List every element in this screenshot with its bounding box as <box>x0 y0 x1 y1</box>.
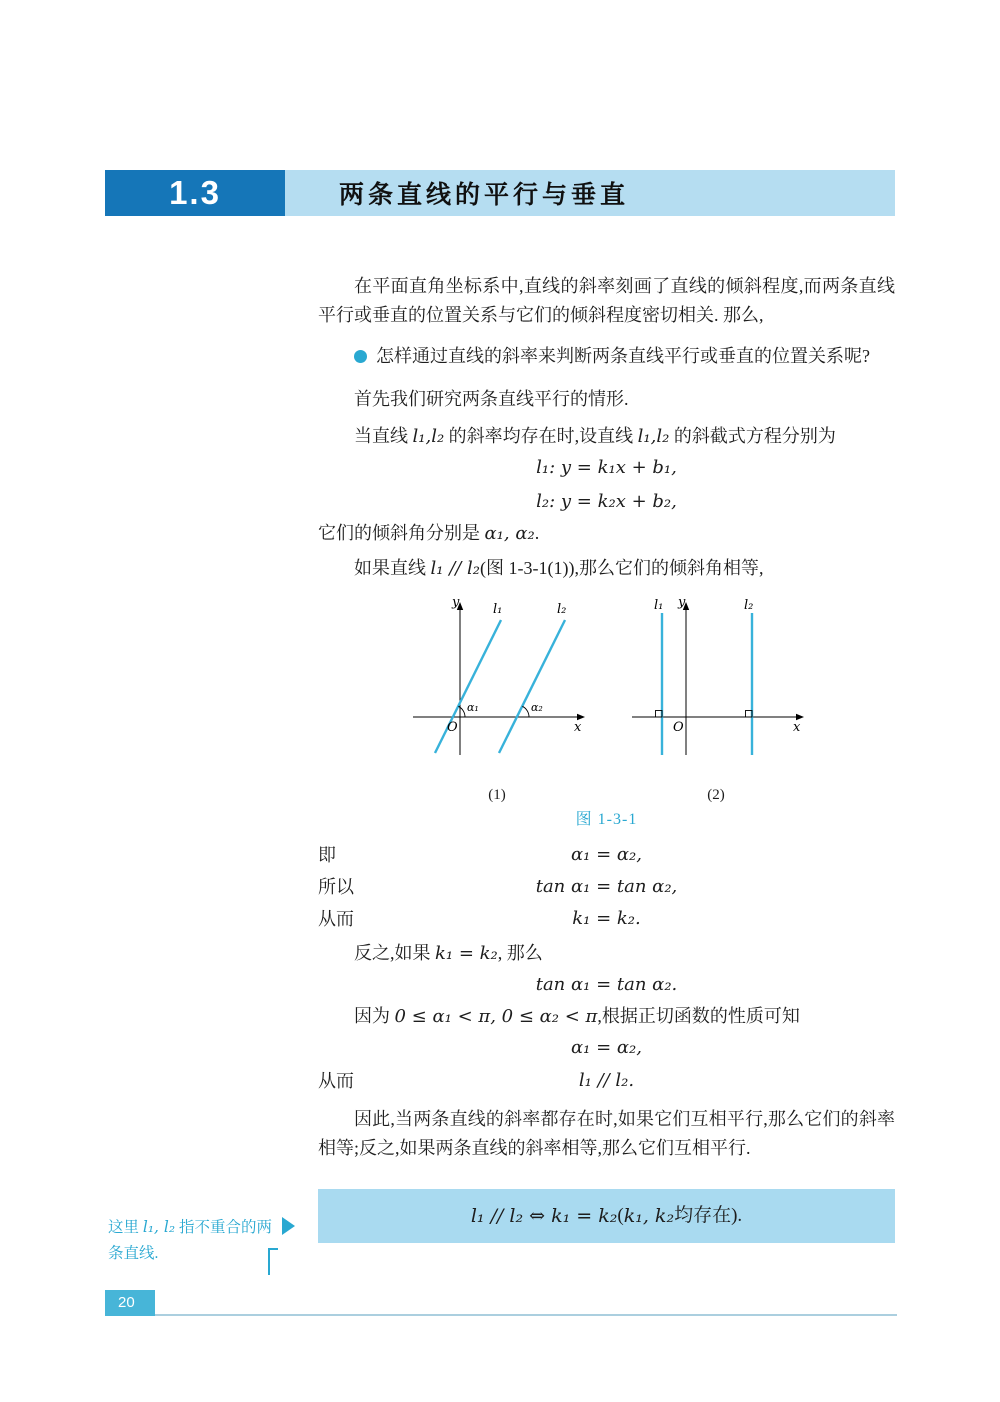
derivation-row <box>318 903 895 935</box>
origin-label: O <box>672 720 684 735</box>
angles-paragraph <box>318 519 895 548</box>
because-paragraph <box>318 1002 895 1031</box>
y-axis-label: y <box>677 595 685 610</box>
conclusion-box <box>318 1189 895 1243</box>
text-segment: 指不重合的两条直线. <box>108 1219 272 1262</box>
l2-label: l₂ <box>743 598 753 613</box>
note-pointer-icon <box>282 1217 295 1235</box>
text-segment: 这里 <box>108 1219 143 1236</box>
first-study-paragraph: 首先我们研究两条直线平行的情形. <box>354 389 629 409</box>
converse-equation: tan α₁ = tan α₂. <box>535 974 678 995</box>
text-segment: 因为 <box>354 1006 395 1026</box>
text-segment: ( <box>617 1205 624 1226</box>
math-segment: l₁ // l₂ <box>430 558 481 579</box>
figure-row <box>318 595 895 785</box>
therefore-paragraph: 因此,当两条直线的斜率都存在时,如果它们互相平行,那么它们的斜率相等;反之,如果两条直线的斜率相等,那么它们互相平行. <box>318 1109 895 1158</box>
derivation-formula: k₁ = k₂. <box>572 908 641 929</box>
thus-row <box>318 1065 895 1097</box>
derivation-row <box>318 871 895 903</box>
y-axis-label: y <box>451 595 459 610</box>
derivation-label: 从而 <box>318 1071 354 1091</box>
section-title: 两条直线的平行与垂直 <box>285 170 895 216</box>
text-segment: ,根据正切函数的性质可知 <box>597 1006 800 1026</box>
figure-parallel-slanted-lines <box>405 595 590 785</box>
math-segment: l₁,l₂ <box>412 426 445 447</box>
equation-line2: l₂: y = k₂x + b₂, <box>536 491 677 512</box>
math-segment: 0 ≤ α₁ < π, 0 ≤ α₂ < π <box>394 1006 598 1027</box>
math-segment: l₁, l₂ <box>142 1218 176 1236</box>
text-segment: (图 1-3-1(1)),那么它们的倾斜角相等, <box>480 558 764 578</box>
l1-label: l₁ <box>653 598 663 613</box>
main-text-column <box>318 272 895 1243</box>
derivation-row <box>318 839 895 871</box>
text-segment: 它们的倾斜角分别是 <box>318 523 485 543</box>
alpha2-label: α₂ <box>530 701 543 714</box>
math-segment: l₁,l₂ <box>637 426 670 447</box>
margin-note <box>108 1214 272 1267</box>
x-axis-label: x <box>792 720 800 735</box>
line-l1 <box>435 620 501 753</box>
text-segment: 反之,如果 <box>354 943 435 963</box>
text-segment: 的斜截式方程分别为 <box>669 426 836 446</box>
derivation-label: 从而 <box>318 909 354 929</box>
text-segment: . <box>534 523 540 543</box>
converse-paragraph <box>318 939 895 968</box>
x-axis-label: x <box>573 720 581 735</box>
fig1-number: (1) <box>488 787 506 803</box>
question-paragraph <box>318 342 895 371</box>
derivation-label: 所以 <box>318 877 354 897</box>
derivation-formula: α₁ = α₂, <box>571 844 642 865</box>
equation-line1: l₁: y = k₁x + b₁, <box>536 457 677 478</box>
math-segment: α₁, α₂ <box>484 523 535 544</box>
when-paragraph <box>318 422 895 451</box>
page-number-badge: 20 <box>105 1290 155 1316</box>
math-segment: k₁, k₂ <box>623 1205 675 1227</box>
footer-rule <box>155 1314 897 1316</box>
text-segment: , 那么 <box>497 943 543 963</box>
question-text: 怎样通过直线的斜率来判断两条直线平行或垂直的位置关系呢? <box>376 346 870 366</box>
text-segment: 当直线 <box>354 426 413 446</box>
alpha1-label: α₁ <box>466 701 479 714</box>
because-equation: α₁ = α₂, <box>571 1037 642 1058</box>
l2-label: l₂ <box>556 602 566 617</box>
text-segment: 的斜率均存在时,设直线 <box>444 426 638 446</box>
bullet-icon <box>354 350 367 363</box>
line-l2 <box>499 620 565 753</box>
note-corner-mark <box>268 1248 278 1275</box>
fig2-number: (2) <box>707 787 725 803</box>
intro-paragraph: 在平面直角坐标系中,直线的斜率刻画了直线的倾斜程度,而两条直线平行或垂直的位置关系与它们的倾斜程度密切相关. 那么, <box>318 276 895 325</box>
derivation-formula: l₁ // l₂. <box>578 1070 635 1091</box>
figure-parallel-vertical-lines <box>624 595 809 785</box>
math-segment: l₁ // l₂ ⇔ k₁ = k₂ <box>470 1205 618 1227</box>
text-segment: 均存在). <box>674 1205 743 1226</box>
section-number: 1.3 <box>105 170 285 216</box>
section-header <box>105 170 895 216</box>
l1-label: l₁ <box>492 602 502 617</box>
math-segment: k₁ = k₂ <box>435 943 498 964</box>
origin-label: O <box>446 720 458 735</box>
figure-sublabels <box>318 785 895 805</box>
if-parallel-paragraph <box>318 554 895 583</box>
figure-caption: 图 1-3-1 <box>575 811 638 828</box>
derivation-label: 即 <box>318 845 336 865</box>
text-segment: 如果直线 <box>354 558 431 578</box>
figure-block <box>318 595 895 831</box>
derivation-formula: tan α₁ = tan α₂, <box>535 876 678 897</box>
